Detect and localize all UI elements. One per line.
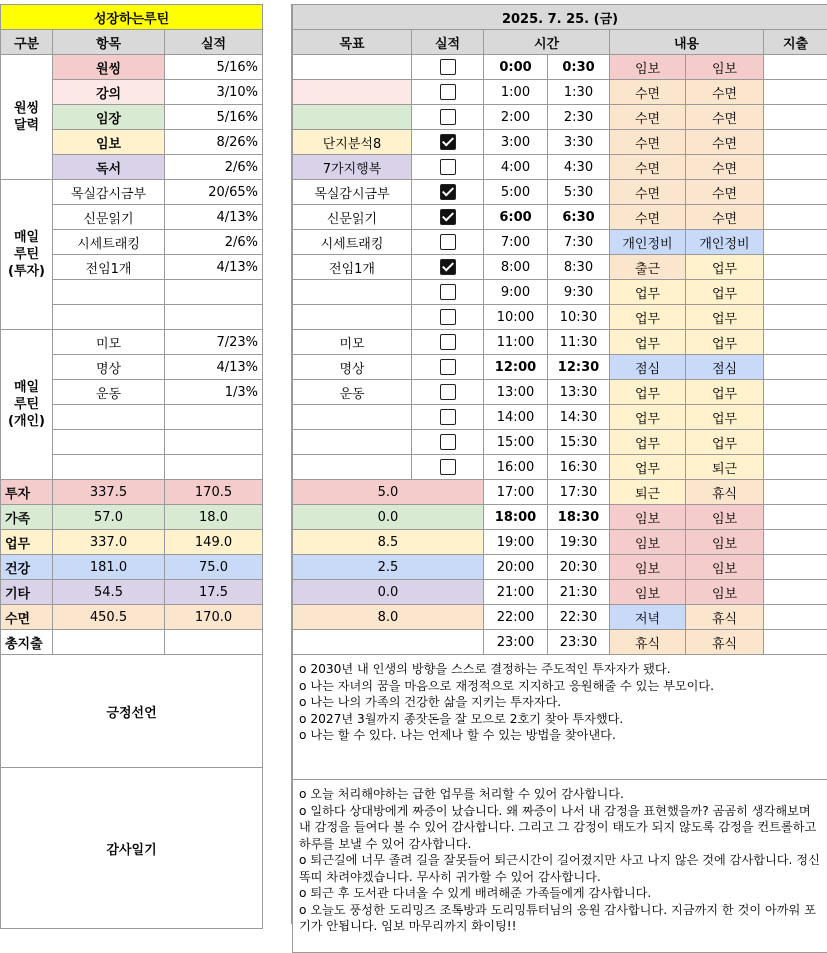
column-gap — [262, 4, 292, 924]
goal-check-cell — [412, 130, 484, 155]
expense-cell — [764, 305, 827, 330]
summary-a — [53, 630, 165, 655]
gratitude-notes — [293, 780, 827, 953]
checkbox[interactable] — [440, 384, 456, 400]
content-second: 휴식 — [686, 605, 764, 630]
time-start: 6:00 — [484, 205, 548, 230]
time-start: 19:00 — [484, 530, 548, 555]
item-perf — [165, 455, 263, 480]
expense-cell — [764, 480, 827, 505]
summary-b: 17.5 — [165, 580, 263, 605]
expense-cell — [764, 230, 827, 255]
gratitude-line: o 오늘도 풍성한 도리밍즈 조톡방과 도리밍튜터님의 응원 감사합니다. 지금까지 한 것이 아까워 포기가 안됩니다. 임보 마무리까지 화이팅!! — [299, 902, 821, 935]
time-end: 12:30 — [548, 355, 610, 380]
goal-cell — [293, 55, 412, 80]
expense-cell — [764, 280, 827, 305]
checkbox[interactable] — [440, 84, 456, 100]
content-first: 임보 — [610, 55, 686, 80]
goal-check-cell — [412, 255, 484, 280]
summary-a: 181.0 — [53, 555, 165, 580]
gratitude-line: o 퇴근 후 도서관 다녀올 수 있게 배려해준 가족들에게 감사합니다. — [299, 885, 821, 902]
content-second: 업무 — [686, 255, 764, 280]
content-second: 임보 — [686, 580, 764, 605]
goal-check-cell — [412, 205, 484, 230]
time-end: 17:30 — [548, 480, 610, 505]
time-end: 11:30 — [548, 330, 610, 355]
time-start: 20:00 — [484, 555, 548, 580]
item-perf — [165, 430, 263, 455]
time-end: 14:30 — [548, 405, 610, 430]
time-end: 8:30 — [548, 255, 610, 280]
time-end: 16:30 — [548, 455, 610, 480]
summary-label: 가족 — [1, 505, 53, 530]
content-second: 수면 — [686, 180, 764, 205]
checkbox[interactable] — [440, 459, 456, 475]
affirmation-line: o 2027년 3월까지 종잣돈을 잘 모으로 2호기 찾아 투자했다. — [299, 711, 821, 728]
content-first: 수면 — [610, 205, 686, 230]
summary-total: 2.5 — [293, 555, 484, 580]
expense-cell — [764, 55, 827, 80]
item-name: 임장 — [53, 105, 165, 130]
item-name: 명상 — [53, 355, 165, 380]
summary-total: 0.0 — [293, 580, 484, 605]
left-header: 항목 — [53, 30, 165, 55]
summary-total: 5.0 — [293, 480, 484, 505]
checkbox[interactable] — [440, 284, 456, 300]
time-end: 23:30 — [548, 630, 610, 655]
header-time: 시간 — [484, 30, 610, 55]
goal-cell: 미모 — [293, 330, 412, 355]
goal-cell — [293, 405, 412, 430]
summary-label: 건강 — [1, 555, 53, 580]
summary-b: 170.5 — [165, 480, 263, 505]
summary-b: 18.0 — [165, 505, 263, 530]
content-second: 임보 — [686, 555, 764, 580]
item-perf: 7/23% — [165, 330, 263, 355]
content-first: 업무 — [610, 380, 686, 405]
gratitude-line: o 오늘 처리해야하는 급한 업무를 처리할 수 있어 감사합니다. — [299, 786, 821, 803]
header-content: 내용 — [610, 30, 764, 55]
affirmation-line: o 나는 자녀의 꿈을 마음으로 재정적으로 지지하고 응원해줄 수 있는 부모이다. — [299, 678, 821, 695]
time-start: 18:00 — [484, 505, 548, 530]
time-start: 13:00 — [484, 380, 548, 405]
time-start: 7:00 — [484, 230, 548, 255]
goal-check-cell — [412, 105, 484, 130]
item-name: 강의 — [53, 80, 165, 105]
content-first: 업무 — [610, 430, 686, 455]
time-start: 0:00 — [484, 55, 548, 80]
affirmation-label: 긍정선언 — [1, 655, 263, 768]
goal-cell — [293, 430, 412, 455]
summary-label: 기타 — [1, 580, 53, 605]
gratitude-line: o 퇴근길에 너무 졸려 길을 잘못들어 퇴근시간이 길어졌지만 사고 나지 않은 것에 감사합니다. 정신 똑띠 차려야겠습니다. 무사히 귀가할 수 있어 감사합니다. — [299, 852, 821, 885]
expense-cell — [764, 455, 827, 480]
time-end: 20:30 — [548, 555, 610, 580]
checkbox[interactable] — [440, 334, 456, 350]
left-title: 성장하는루틴 — [1, 5, 263, 30]
time-start: 15:00 — [484, 430, 548, 455]
time-start: 12:00 — [484, 355, 548, 380]
content-first: 수면 — [610, 130, 686, 155]
time-end: 4:30 — [548, 155, 610, 180]
item-name: 전임1개 — [53, 255, 165, 280]
expense-cell — [764, 530, 827, 555]
goal-cell: 시세트래킹 — [293, 230, 412, 255]
goal-cell: 목실감시금부 — [293, 180, 412, 205]
content-second: 휴식 — [686, 630, 764, 655]
expense-cell — [764, 180, 827, 205]
summary-label: 투자 — [1, 480, 53, 505]
content-first: 점심 — [610, 355, 686, 380]
summary-total: 0.0 — [293, 505, 484, 530]
gratitude-label: 감사일기 — [1, 768, 263, 929]
expense-cell — [764, 130, 827, 155]
left-header: 실적 — [165, 30, 263, 55]
time-end: 5:30 — [548, 180, 610, 205]
content-second: 업무 — [686, 280, 764, 305]
expense-cell — [764, 255, 827, 280]
content-second: 업무 — [686, 430, 764, 455]
item-name: 독서 — [53, 155, 165, 180]
content-first: 개인정비 — [610, 230, 686, 255]
expense-cell — [764, 205, 827, 230]
expense-cell — [764, 605, 827, 630]
checkbox[interactable] — [440, 209, 456, 225]
goal-cell — [293, 305, 412, 330]
summary-b: 170.0 — [165, 605, 263, 630]
goal-check-cell — [412, 455, 484, 480]
item-perf: 1/3% — [165, 380, 263, 405]
content-first: 출근 — [610, 255, 686, 280]
goal-check-cell — [412, 380, 484, 405]
checkbox[interactable] — [440, 109, 456, 125]
time-start: 22:00 — [484, 605, 548, 630]
expense-cell — [764, 80, 827, 105]
content-second: 업무 — [686, 305, 764, 330]
item-name — [53, 280, 165, 305]
summary-a: 54.5 — [53, 580, 165, 605]
affirmation-line: o 2030년 내 인생의 방향을 스스로 결정하는 주도적인 투자자가 됐다. — [299, 661, 821, 678]
time-end: 3:30 — [548, 130, 610, 155]
content-first: 수면 — [610, 80, 686, 105]
summary-total: 8.5 — [293, 530, 484, 555]
header-goal: 목표 — [293, 30, 412, 55]
time-end: 15:30 — [548, 430, 610, 455]
content-second: 임보 — [686, 530, 764, 555]
header-expense: 지출 — [764, 30, 827, 55]
content-second: 개인정비 — [686, 230, 764, 255]
item-perf: 8/26% — [165, 130, 263, 155]
expense-cell — [764, 330, 827, 355]
content-first: 업무 — [610, 405, 686, 430]
left-table — [0, 4, 263, 929]
time-end: 6:30 — [548, 205, 610, 230]
time-start: 4:00 — [484, 155, 548, 180]
item-name — [53, 405, 165, 430]
time-end: 2:30 — [548, 105, 610, 130]
content-first: 업무 — [610, 280, 686, 305]
content-second: 업무 — [686, 380, 764, 405]
goal-check-cell — [412, 280, 484, 305]
goal-check-cell — [412, 230, 484, 255]
goal-cell — [293, 105, 412, 130]
time-end: 18:30 — [548, 505, 610, 530]
checkbox[interactable] — [440, 159, 456, 175]
summary-label: 업무 — [1, 530, 53, 555]
content-first: 수면 — [610, 180, 686, 205]
content-first: 임보 — [610, 530, 686, 555]
item-perf — [165, 305, 263, 330]
item-name: 원씽 — [53, 55, 165, 80]
content-second: 수면 — [686, 155, 764, 180]
time-end: 1:30 — [548, 80, 610, 105]
time-start: 17:00 — [484, 480, 548, 505]
right-table — [292, 4, 827, 953]
summary-b: 75.0 — [165, 555, 263, 580]
goal-cell: 운동 — [293, 380, 412, 405]
goal-cell — [293, 80, 412, 105]
time-start: 1:00 — [484, 80, 548, 105]
checkbox[interactable] — [440, 184, 456, 200]
content-first: 임보 — [610, 505, 686, 530]
time-end: 10:30 — [548, 305, 610, 330]
item-perf: 5/16% — [165, 55, 263, 80]
goal-check-cell — [412, 405, 484, 430]
expense-cell — [764, 405, 827, 430]
content-second: 휴식 — [686, 480, 764, 505]
checkbox[interactable] — [440, 134, 456, 150]
checkbox[interactable] — [440, 259, 456, 275]
content-first: 저녁 — [610, 605, 686, 630]
goal-cell: 7가지행복 — [293, 155, 412, 180]
time-start: 5:00 — [484, 180, 548, 205]
time-end: 21:30 — [548, 580, 610, 605]
content-second: 임보 — [686, 505, 764, 530]
affirmation-notes — [293, 655, 827, 780]
affirmation-line: o 나는 나의 가족의 건강한 삶을 지키는 투자자다. — [299, 694, 821, 711]
summary-label: 총지출 — [1, 630, 53, 655]
goal-check-cell — [412, 355, 484, 380]
content-second: 수면 — [686, 80, 764, 105]
item-name — [53, 305, 165, 330]
content-first: 퇴근 — [610, 480, 686, 505]
summary-a: 450.5 — [53, 605, 165, 630]
time-start: 8:00 — [484, 255, 548, 280]
time-end: 22:30 — [548, 605, 610, 630]
goal-cell — [293, 455, 412, 480]
item-perf: 3/10% — [165, 80, 263, 105]
group-label: 매일 루틴 (개인) — [1, 330, 53, 480]
item-name: 임보 — [53, 130, 165, 155]
content-second: 퇴근 — [686, 455, 764, 480]
time-end: 0:30 — [548, 55, 610, 80]
expense-cell — [764, 105, 827, 130]
time-end: 13:30 — [548, 380, 610, 405]
goal-check-cell — [412, 180, 484, 205]
summary-b — [165, 630, 263, 655]
goal-cell: 신문읽기 — [293, 205, 412, 230]
checkbox[interactable] — [440, 234, 456, 250]
item-perf: 4/13% — [165, 205, 263, 230]
item-perf: 5/16% — [165, 105, 263, 130]
goal-check-cell — [412, 155, 484, 180]
summary-a: 57.0 — [53, 505, 165, 530]
date-title: 2025. 7. 25. (금) — [293, 5, 827, 30]
item-name: 운동 — [53, 380, 165, 405]
summary-label: 수면 — [1, 605, 53, 630]
item-name — [53, 455, 165, 480]
affirmation-line: o 나는 할 수 있다. 나는 언제나 할 수 있는 방법을 찾아낸다. — [299, 727, 821, 744]
item-name: 시세트래킹 — [53, 230, 165, 255]
content-first: 휴식 — [610, 630, 686, 655]
time-start: 9:00 — [484, 280, 548, 305]
time-end: 19:30 — [548, 530, 610, 555]
item-perf: 2/6% — [165, 230, 263, 255]
time-start: 11:00 — [484, 330, 548, 355]
summary-a: 337.0 — [53, 530, 165, 555]
item-name: 목실감시금부 — [53, 180, 165, 205]
header-perf: 실적 — [412, 30, 484, 55]
content-first: 업무 — [610, 305, 686, 330]
checkbox[interactable] — [440, 359, 456, 375]
expense-cell — [764, 430, 827, 455]
summary-a: 337.5 — [53, 480, 165, 505]
content-second: 점심 — [686, 355, 764, 380]
expense-cell — [764, 505, 827, 530]
time-start: 14:00 — [484, 405, 548, 430]
item-perf — [165, 280, 263, 305]
content-first: 임보 — [610, 580, 686, 605]
content-second: 수면 — [686, 105, 764, 130]
item-perf: 2/6% — [165, 155, 263, 180]
goal-check-cell — [412, 330, 484, 355]
item-name — [53, 430, 165, 455]
content-second: 업무 — [686, 405, 764, 430]
goal-check-cell — [412, 80, 484, 105]
item-name: 신문읽기 — [53, 205, 165, 230]
item-perf: 4/13% — [165, 355, 263, 380]
expense-cell — [764, 355, 827, 380]
content-second: 임보 — [686, 55, 764, 80]
checkbox[interactable] — [440, 309, 456, 325]
item-perf: 20/65% — [165, 180, 263, 205]
expense-cell — [764, 555, 827, 580]
time-start: 16:00 — [484, 455, 548, 480]
expense-cell — [764, 630, 827, 655]
goal-cell: 단지분석8 — [293, 130, 412, 155]
time-start: 2:00 — [484, 105, 548, 130]
content-first: 업무 — [610, 330, 686, 355]
content-first: 수면 — [610, 155, 686, 180]
summary-total: 8.0 — [293, 605, 484, 630]
time-start: 21:00 — [484, 580, 548, 605]
group-label: 원씽 달력 — [1, 55, 53, 180]
expense-cell — [764, 580, 827, 605]
goal-check-cell — [412, 305, 484, 330]
content-first: 임보 — [610, 555, 686, 580]
item-perf: 4/13% — [165, 255, 263, 280]
time-end: 7:30 — [548, 230, 610, 255]
group-label: 매일 루틴 (투자) — [1, 180, 53, 330]
content-second: 업무 — [686, 330, 764, 355]
checkbox[interactable] — [440, 59, 456, 75]
time-start: 23:00 — [484, 630, 548, 655]
content-second: 수면 — [686, 130, 764, 155]
content-first: 수면 — [610, 105, 686, 130]
goal-cell: 전임1개 — [293, 255, 412, 280]
time-start: 3:00 — [484, 130, 548, 155]
checkbox[interactable] — [440, 434, 456, 450]
goal-cell — [293, 280, 412, 305]
goal-check-cell — [412, 430, 484, 455]
checkbox[interactable] — [440, 409, 456, 425]
time-end: 9:30 — [548, 280, 610, 305]
content-second: 수면 — [686, 205, 764, 230]
summary-total — [293, 630, 484, 655]
time-start: 10:00 — [484, 305, 548, 330]
content-first: 업무 — [610, 455, 686, 480]
item-perf — [165, 405, 263, 430]
goal-check-cell — [412, 55, 484, 80]
expense-cell — [764, 155, 827, 180]
item-name: 미모 — [53, 330, 165, 355]
gratitude-line: o 일하다 상대방에게 짜증이 났습니다. 왜 짜증이 나서 내 감정을 표현했을까? 곰곰히 생각해보며 내 감정을 들여다 볼 수 있어 감사합니다. 그리고 그 감정이 태도가 되지 않도록 감정을 컨트롤하고 하루를 보낼 수 있어 감사합니다. — [299, 803, 821, 853]
left-header: 구분 — [1, 30, 53, 55]
summary-b: 149.0 — [165, 530, 263, 555]
goal-cell: 명상 — [293, 355, 412, 380]
expense-cell — [764, 380, 827, 405]
